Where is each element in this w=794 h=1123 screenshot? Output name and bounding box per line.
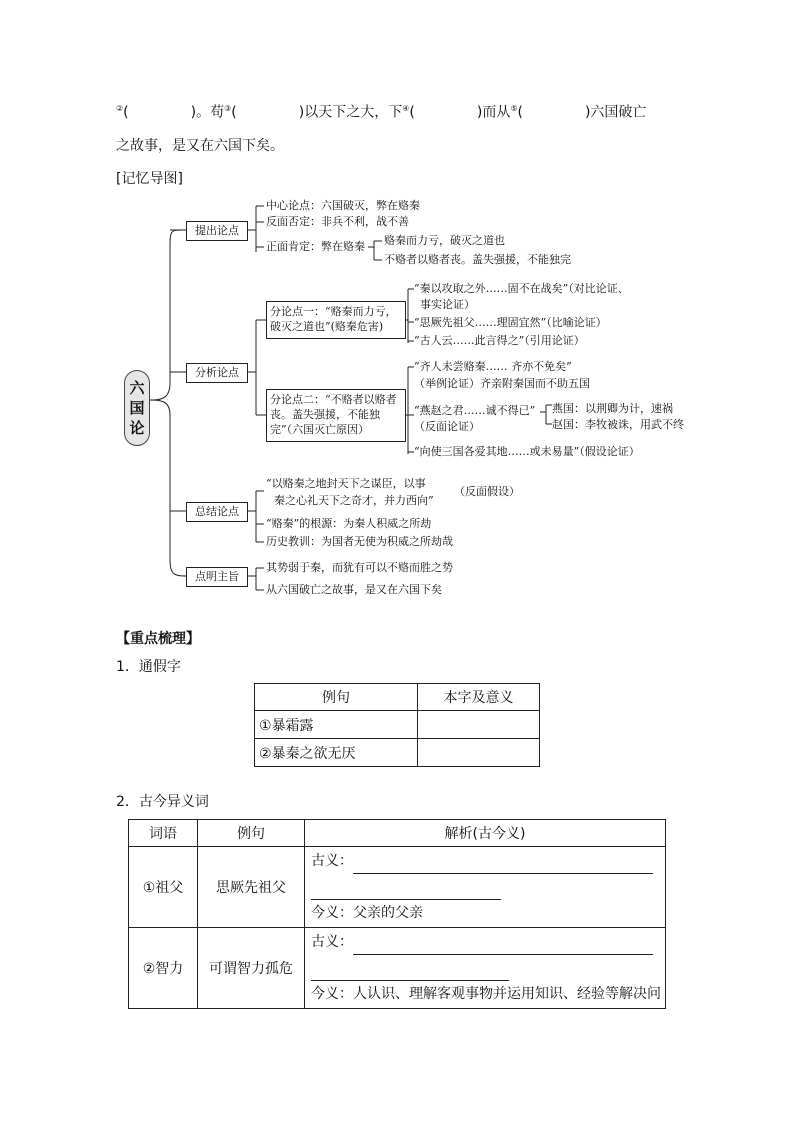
b4-item-1: 其势弱于秦，而犹有可以不赂而胜之势: [266, 561, 453, 574]
jin-text: 今义：人认识、理解客观事物并运用知识、经验等解决问: [311, 986, 661, 1002]
guji-header-analysis: 解析(古今义): [305, 820, 666, 847]
marker-4: ④: [402, 104, 410, 113]
jin-text: 今义：父亲的父亲: [311, 905, 423, 921]
tongjia-example: ②暴秦之欲无厌: [255, 739, 418, 767]
p1-item-1: “秦以攻取之外……固不在战矣”（对比论证、: [414, 282, 629, 295]
s1-title: 1．通假字: [116, 659, 181, 675]
b1-item-negative: 反面否定：非兵不利，战不善: [266, 215, 409, 228]
marker-3: ③: [224, 104, 232, 113]
sub-thesis-2: 分论点二：“不赂者以赂者丧。盖失强援，不能独完”（六国灭亡原因）: [266, 389, 406, 442]
guji-header-example: 例句: [198, 820, 305, 847]
b3-note: （反面假设）: [454, 485, 520, 498]
guji-header-word: 词语: [129, 820, 198, 847]
p2-item-1b: （举例论证）齐亲附秦国而不助五国: [414, 377, 590, 390]
answer-blank[interactable]: [353, 940, 653, 955]
tongjia-example: ①暴霜露: [255, 711, 418, 739]
b1-item-positive: 正面肯定：弊在赂秦: [266, 240, 365, 253]
p2-item-3: “向使三国各爱其地……或未易量”（假设论证）: [414, 445, 640, 458]
p1-item-3: “古人云……此言得之”（引用论证）: [414, 334, 585, 347]
guji-example: 思厥先祖父: [198, 847, 305, 928]
answer-blank[interactable]: [311, 885, 501, 900]
intro-line-2: 之故事，是又在六国下矣。: [116, 138, 284, 154]
b1-sub-1: 赂秦而力亏，破灭之道也: [384, 234, 505, 247]
answer-blank[interactable]: [311, 966, 509, 981]
p1-item-2: “思厥先祖父……理固宜然”（比喻论证）: [414, 316, 607, 329]
intro-line-1: ②( )。苟③( )以天下之大，下④( )而从⑤( )六国破亡: [116, 104, 647, 121]
branch-main-theme: 点明主旨: [186, 567, 248, 587]
memory-map-label: [记忆导图]: [116, 171, 183, 187]
table-row: [255, 711, 540, 739]
section-title: 【重点梳理】: [116, 631, 200, 647]
s2-title: 2．古今异义词: [116, 794, 209, 810]
marker-2: ②: [116, 104, 124, 113]
mindmap-root: 六 国 论: [124, 370, 150, 446]
table-row: [129, 847, 666, 928]
table-row: [129, 928, 666, 1009]
tongjia-answer[interactable]: [418, 739, 540, 767]
p2-item-2b: （反面论证）: [414, 420, 480, 433]
guji-analysis: [305, 928, 666, 1009]
b3-item-1: “以赂秦之地封天下之谋臣，以事: [266, 477, 426, 490]
sub-thesis-1: 分论点一：“赂秦而力亏，破灭之道也”(赂秦危害): [266, 301, 406, 339]
gu-label: 古义：: [311, 934, 353, 950]
guji-analysis: [305, 847, 666, 928]
gu-label: 古义：: [311, 853, 353, 869]
tongjia-header-example: 例句: [255, 684, 418, 711]
tongjia-answer[interactable]: [418, 711, 540, 739]
marker-5: ⑤: [510, 104, 518, 113]
b3-item-1b: 秦之心礼天下之奇才，并力西向”: [274, 494, 434, 507]
tongjia-table: [254, 683, 540, 767]
branch-analyze-thesis: 分析论点: [186, 363, 248, 383]
guji-word: ②智力: [129, 928, 198, 1009]
b3-item-3: 历史教训：为国者无使为积威之所劫哉: [266, 535, 453, 548]
table-row: [255, 739, 540, 767]
b1-sub-2: 不赂者以赂者丧。盖失强援，不能独完: [384, 253, 571, 266]
p2-sub-yan: 燕国：以荆卿为计，速祸: [552, 402, 673, 415]
guji-word: ①祖父: [129, 847, 198, 928]
b1-item-center: 中心论点：六国破灭，弊在赂秦: [266, 199, 420, 212]
p1-item-1b: 事实论证）: [420, 298, 475, 311]
p2-sub-zhao: 赵国：李牧被诛，用武不终: [552, 418, 684, 431]
p2-item-1: “齐人未尝赂秦…… 齐亦不免矣”: [414, 360, 572, 373]
b3-item-2: “赂秦”的根源：为秦人积威之所劫: [266, 517, 432, 530]
branch-summarize-thesis: 总结论点: [186, 502, 248, 522]
tongjia-header-meaning: 本字及意义: [418, 684, 540, 711]
guji-example: 可谓智力孤危: [198, 928, 305, 1009]
guji-table: [128, 819, 666, 1009]
answer-blank[interactable]: [353, 859, 653, 874]
branch-propose-thesis: 提出论点: [186, 221, 248, 241]
b4-item-2: 从六国破亡之故事，是又在六国下矣: [266, 583, 442, 596]
p2-item-2: “燕赵之君……诚不得已”: [414, 404, 536, 417]
